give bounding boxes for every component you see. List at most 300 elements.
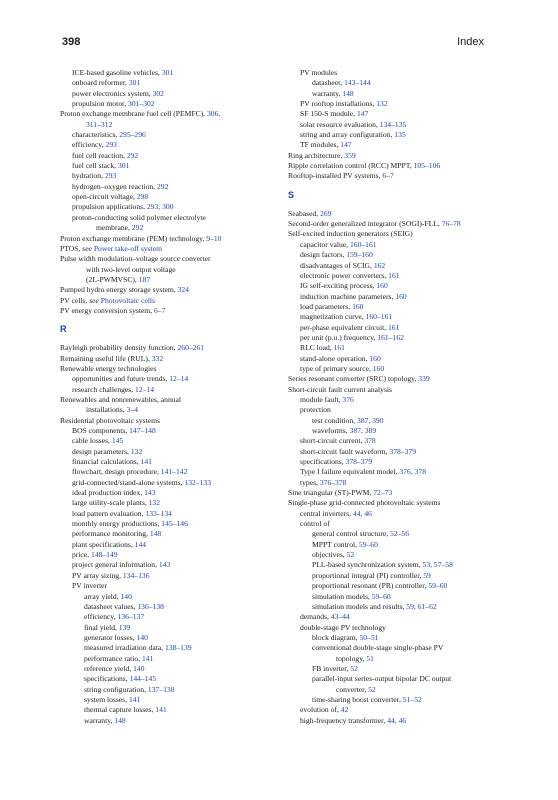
index-entry [288,209,496,219]
page-reference-link[interactable]: 59, 61–62 [406,601,437,611]
page-reference-link[interactable]: 139 [118,622,131,632]
index-term: induction machine parameters, [300,291,396,301]
index-term: SF 150-S module, [300,109,357,119]
index-term: Self-excited induction generators (SEIG) [288,229,413,239]
page-reference-link[interactable]: 51–52 [402,694,422,704]
page-reference-link[interactable]: 376–378 [319,477,347,487]
index-term: capacitor value, [300,239,350,249]
page-reference-link[interactable]: 145 [111,436,124,446]
index-term: electronic power converters, [300,270,389,280]
page-reference-link[interactable]: 376, 378 [399,467,426,477]
page-reference-link[interactable]: 293 [104,171,117,181]
index-column-left [60,68,270,726]
index-term: waveforms, [312,426,350,435]
index-entry [288,550,496,560]
index-term: research challenges, [72,384,136,394]
index-entry [60,140,270,150]
index-entry [288,312,496,322]
index-term: test condition, [312,415,357,425]
section-title: Index [457,36,484,48]
index-entry [288,654,496,664]
index-term: load parameters, [300,301,353,311]
index-term: Second-order generalized integrator (SOGI)-FLL, [288,219,442,229]
page-reference-link[interactable]: 160 [369,353,381,363]
index-entry [288,643,496,653]
index-term: proportional integral (PI) controller, [312,570,424,580]
page-reference-link[interactable]: 9–10 [206,233,222,243]
index-term: magnetization curve, [300,312,366,322]
index-term: FB inverter, [312,663,351,673]
page-reference-link[interactable]: 136–138 [137,601,164,611]
page-reference-link[interactable]: 301 [161,68,174,77]
index-term: Seabased, [288,208,321,218]
page-reference-link[interactable]: 161–162 [377,332,404,342]
index-term: string and array configuration, [300,130,395,140]
index-entry [60,405,270,415]
page-reference-link[interactable]: Photovoltaic cells [98,295,155,305]
index-term: BOS components, [72,426,130,435]
page-reference-link[interactable]: 43–44 [330,612,350,622]
index-entry [288,171,496,181]
index-entry [288,229,496,239]
page-reference-link[interactable]: 332 [151,353,164,363]
page-reference-link[interactable]: 301 [117,161,130,171]
index-term: PTOS, [60,243,83,253]
index-term: project general information, [72,560,159,570]
page-reference-link[interactable]: 6–7 [382,171,394,181]
index-term: power electronics system, [72,88,153,98]
index-entry [288,716,496,726]
page-reference-link[interactable]: 136–137 [117,612,145,622]
page-reference-link[interactable]: 376 [342,394,354,404]
index-entry [60,182,270,192]
page-reference-link[interactable]: 147–148 [129,426,156,435]
page-reference-link[interactable]: 292 [156,181,169,191]
page-reference-link[interactable]: 135 [394,130,406,140]
index-term: stand-alone operation, [300,353,370,363]
index-term: with two-level output voltage [86,264,176,274]
index-term: ICE-based gasoline vehicles, [72,68,162,77]
index-entry [60,436,270,446]
page-reference-link[interactable]: 140 [136,632,148,642]
index-letter-heading: R [60,324,67,335]
page-reference-link[interactable]: 134–135 [379,119,407,129]
running-header [62,36,484,48]
index-entry [60,161,270,171]
index-entry [60,643,270,653]
page-reference-link[interactable]: 53, 57–58 [422,560,453,570]
index-entry [60,354,270,364]
page-reference-link[interactable]: 292 [126,150,139,160]
index-term: membrane, [96,223,132,233]
index-entry [60,395,270,405]
page-reference-link[interactable]: 42 [340,705,349,715]
index-term: parallel-input series-output bipolar DC output [312,674,452,684]
index-term: installations, [86,405,127,415]
index-term: IG self-exciting process, [300,281,377,291]
index-entry [60,385,270,395]
index-entry [60,296,270,306]
page-reference-link[interactable]: 44, 46 [387,715,407,725]
index-term: performance monitoring, [72,529,150,539]
index-entry [288,488,496,498]
index-term: hydrogen–oxygen reaction, [72,181,157,191]
index-term: opportunities and future trends, [72,374,170,384]
index-entry [288,161,496,171]
index-term: system losses, [84,694,129,704]
index-term: high-frequency transformer, [300,715,388,725]
index-entry [288,109,496,119]
index-entry [288,623,496,633]
index-term: thermal capture losses, [84,705,156,715]
page-reference-link[interactable]: 134–136 [122,570,150,580]
index-entry [288,385,496,395]
index-term: string configuration, [84,684,148,694]
page-reference-link[interactable]: 140 [133,663,145,673]
page-reference-link[interactable]: 72–73 [373,488,393,498]
page-reference-link[interactable]: 132 [130,446,143,456]
index-term: type of primary source, [300,363,373,373]
page-reference-link[interactable]: 12–14 [135,384,155,394]
index-entry [288,674,496,684]
page-reference-link[interactable]: 387, 390 [356,415,384,425]
index-term: objectives, [312,550,347,560]
index-entry [60,89,270,99]
index-entry [288,78,496,88]
page-reference-link[interactable]: 132 [376,99,388,109]
index-entry [60,213,270,223]
index-entry [60,488,270,498]
page-reference-link[interactable]: 144 [134,539,147,549]
index-term: per unit (p.u.) frequency, [300,332,378,342]
index-term: propulsion applications, [72,202,147,212]
index-entry [60,68,270,78]
page-reference-link[interactable]: 44, 46 [352,508,372,518]
index-entry [60,120,270,130]
index-entry [60,285,270,295]
index-term: large utility-scale plants, [72,498,149,508]
page-reference-link[interactable]: 161 [387,322,400,332]
index-term: time-sharing boost converter, [312,694,403,704]
index-term: ideal production index, [72,488,145,498]
index-entry [60,275,270,285]
index-term: topology, [336,653,367,663]
index-term: PV rooftop installations, [300,99,377,109]
index-entry [288,540,496,550]
index-entry [288,395,496,405]
page-reference-link[interactable]: 140 [120,591,132,601]
index-entry [288,333,496,343]
index-entry [288,219,496,229]
index-entry [288,436,496,446]
index-term: generator losses, [84,632,137,642]
page-reference-link[interactable]: 293, 300 [146,202,174,212]
index-entry [60,374,270,384]
index-entry [60,716,270,726]
index-entry [288,685,496,695]
page-reference-link[interactable]: 159–160 [346,250,373,260]
index-entry [60,592,270,602]
index-entry [288,426,496,436]
page-reference-link[interactable]: 301 [128,78,141,88]
index-term: short-circuit current, [300,436,365,446]
page-reference-link[interactable]: Power take-off system [91,243,163,253]
page-reference-link[interactable]: 161 [333,343,345,353]
index-term: performance ratio, [84,653,142,663]
index-entry [60,130,270,140]
index-term: Ripple correlation control (RCC) MPPT, [288,161,414,171]
index-term: central inverters, [300,508,353,518]
index-term: types, [300,477,320,487]
page-reference-link[interactable]: 160–161 [365,312,393,322]
index-term: proton-conducting solid polymer electrolyte [72,212,206,222]
index-entry [60,99,270,109]
page-reference-link[interactable]: 148–149 [90,550,118,560]
index-term: specifications, [300,457,346,467]
page-reference-link[interactable]: 137–138 [147,684,175,694]
index-entry [288,478,496,488]
index-entry [288,343,496,353]
index-term: reference yield, [84,663,134,673]
index-entry [60,306,270,316]
page-reference-link[interactable]: 59–60 [371,591,391,601]
index-entry [60,447,270,457]
page-reference-link[interactable]: 298 [136,192,149,202]
index-term: Pulse width modulation–voltage source converter [60,254,211,264]
page-reference-link[interactable]: 141 [155,705,167,715]
index-term: open-circuit voltage, [72,192,137,202]
index-term: simulation models, [312,591,372,601]
page-reference-link[interactable]: 59–60 [428,581,448,591]
index-entry [288,99,496,109]
index-entry [60,695,270,705]
index-entry [288,281,496,291]
index-entry [288,405,496,415]
page-reference-link[interactable]: 306, [206,109,221,119]
index-term: fuel cell reaction, [72,150,127,160]
see-reference: see [82,243,92,253]
index-term: monthly energy productions, [72,519,162,529]
index-entry [288,151,496,161]
page-reference-link[interactable]: 52–56 [390,529,409,539]
index-entry [60,571,270,581]
index-entry [288,416,496,426]
page-reference-link[interactable]: 160 [372,363,385,373]
index-term: Type I failure equivalent model, [300,467,400,477]
index-entry [60,343,270,353]
page-reference-link[interactable]: 324 [177,285,189,295]
page-reference-link[interactable]: 59 [423,570,431,580]
page-reference-link[interactable]: 378 [364,436,376,446]
index-entry [60,602,270,612]
index-entry [60,265,270,275]
index-entry [288,612,496,622]
page-reference-link[interactable]: 160 [352,301,364,311]
page-reference-link[interactable]: 145–146 [161,519,188,529]
index-entry [60,234,270,244]
index-entry [288,529,496,539]
index-term: general control structure, [312,529,391,539]
index-term: onboard reformer, [72,78,129,88]
index-term: Renewable energy technologies [60,363,157,373]
index-entry [60,426,270,436]
page-reference-link[interactable]: 311–312 [86,119,113,129]
page-reference-link[interactable]: 293 [105,140,117,150]
page-reference-link[interactable]: 3–4 [126,405,138,415]
index-entry [288,354,496,364]
index-term: double-stage PV technology [300,622,386,632]
index-entry [288,602,496,612]
page-reference-link[interactable]: 378–379 [345,457,373,467]
page-reference-link[interactable]: 148 [342,88,354,98]
page-reference-link[interactable]: 52 [368,684,376,694]
index-entry [288,509,496,519]
index-term: PV array sizing, [72,570,123,580]
page-reference-link[interactable]: 51 [366,653,374,663]
index-entry [288,560,496,570]
index-entry [288,250,496,260]
index-term: Proton exchange membrane fuel cell (PEMFC), [60,109,207,119]
page-reference-link[interactable]: 138–139 [164,643,192,653]
index-entry [60,664,270,674]
page-reference-link[interactable]: 378–379 [389,446,416,456]
index-entry [288,581,496,591]
page-reference-link[interactable]: 301–302 [128,99,155,109]
index-letter-heading: S [288,189,295,200]
page-reference-link[interactable]: 141 [128,694,141,704]
index-entry [288,68,496,78]
index-term: design parameters, [72,446,131,456]
index-term: Sine triangular (ST)-PWM, [288,488,374,498]
page-reference-link[interactable]: 187 [138,274,151,284]
page-reference-link[interactable]: 302 [152,88,164,98]
page-reference-link[interactable]: 133–134 [145,508,172,518]
page-reference-link[interactable]: 144–145 [129,674,157,684]
index-term: RLC load, [300,343,334,353]
page-reference-link[interactable]: 6–7 [154,305,166,315]
index-entry [288,664,496,674]
page-reference-link[interactable]: 12–14 [169,374,189,384]
page-reference-link[interactable]: 148 [114,715,126,725]
index-term: cable losses, [72,436,112,446]
page-reference-link[interactable]: 359 [344,150,356,160]
index-entry [288,89,496,99]
index-entry [60,364,270,374]
index-entry [288,519,496,529]
page-reference-link[interactable]: 132–133 [184,477,211,487]
page-reference-link[interactable]: 143 [144,488,156,498]
index-entry [60,509,270,519]
index-entry [288,323,496,333]
index-term: specifications, [84,674,130,684]
page-reference-link[interactable]: 292 [131,223,144,233]
page-reference-link[interactable]: 269 [320,208,332,218]
index-entry [60,623,270,633]
page-reference-link[interactable]: 260–261 [177,343,205,353]
index-entry [60,529,270,539]
index-term: PV cells, [60,295,90,305]
index-entry [288,302,496,312]
index-term: final yield, [84,622,119,632]
index-column-right [288,68,496,726]
index-term: block diagram, [312,632,360,642]
page-reference-link[interactable]: 76–78 [441,219,461,229]
page-reference-link[interactable]: 160 [376,281,388,291]
index-term: module fault, [300,394,343,404]
page-reference-link[interactable]: 59–60 [358,539,378,549]
index-term: PLL-based synchronization system, [312,560,423,570]
page-reference-link[interactable]: 143–144 [344,78,371,88]
page-reference-link[interactable]: 105–106 [413,161,441,171]
index-entry [60,223,270,233]
page-reference-link[interactable]: 141–142 [160,467,188,477]
index-entry [60,192,270,202]
page-reference-link[interactable]: 161 [388,270,400,280]
index-entry [288,364,496,374]
page-reference-link[interactable]: 50–51 [359,632,379,642]
page-reference-link[interactable]: 147 [340,140,352,150]
see-reference: see [89,295,99,305]
page-reference-link[interactable]: 387, 389 [349,426,377,435]
index-term: evolution of, [300,705,341,715]
page-reference-link[interactable]: 162 [373,260,386,270]
page-reference-link[interactable]: 339 [418,374,430,384]
index-entry [60,674,270,684]
page-reference-link[interactable]: 141 [140,457,152,467]
index-term: array yield, [84,591,121,601]
index-term: PV inverter [72,581,108,591]
index-entry [60,633,270,643]
index-term: PV energy conversion system, [60,305,154,315]
index-term: short-circuit fault waveform, [300,446,390,456]
index-term: Remaining useful life (RUL), [60,353,152,363]
index-term: datasheet, [312,78,345,88]
index-term: (2L-PWMVSC), [86,274,139,284]
index-entry [288,592,496,602]
page-reference-link[interactable]: 160 [395,291,407,301]
page-reference-link[interactable]: 52 [346,550,355,560]
page-reference-link[interactable]: 132 [148,498,161,508]
index-entry [288,240,496,250]
index-term: demands, [300,612,331,622]
page-reference-link[interactable]: 143 [158,560,171,570]
index-term: converter, [336,684,369,694]
index-term: Single-phase grid-connected photovoltaic systems [288,498,441,508]
index-entry [288,374,496,384]
page-reference-link[interactable]: 295–296 [119,130,146,140]
index-entry [60,416,270,426]
page-reference-link[interactable]: 147 [356,109,369,119]
page-reference-link[interactable]: 160–161 [349,239,377,249]
index-entry [60,540,270,550]
index-term: characteristics, [72,130,120,140]
index-entry [60,254,270,264]
page-reference-link[interactable]: 148 [149,529,162,539]
index-term: propulsion motor, [72,99,129,109]
index-entry [288,271,496,281]
index-term: PV modules [300,68,338,77]
index-entry [288,140,496,150]
page-reference-link[interactable]: 141 [141,653,154,663]
index-entry [288,633,496,643]
index-term: fuel cell stack, [72,161,118,171]
index-term: Renewables and nonrenewables, annual [60,394,182,404]
index-term: per-phase equivalent circuit, [300,322,388,332]
index-term: price, [72,550,91,560]
page-reference-link[interactable]: 52 [350,663,358,673]
index-term: measured irradiation data, [84,643,165,653]
index-term: control of [300,519,330,529]
